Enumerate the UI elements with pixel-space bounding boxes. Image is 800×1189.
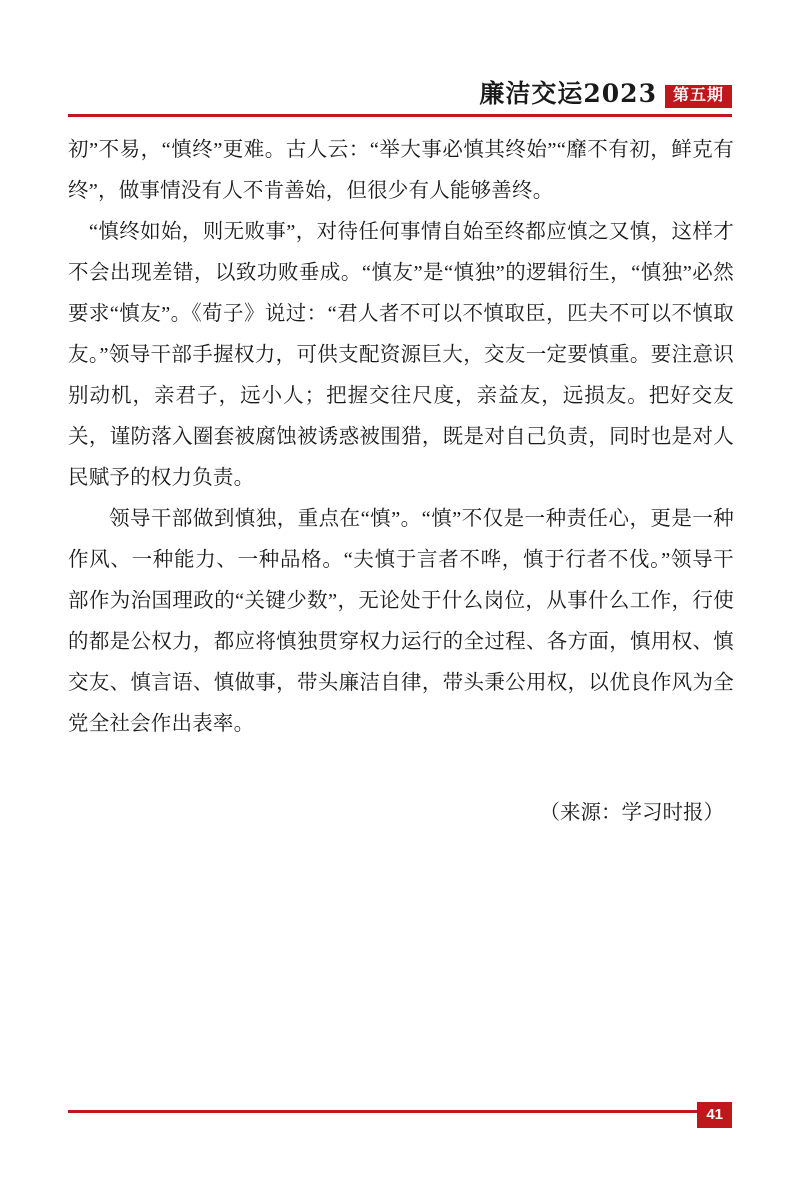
footer-divider: [68, 1110, 732, 1113]
page-number-badge: 41: [697, 1102, 732, 1128]
page-footer: [68, 1102, 732, 1130]
article-body: [68, 130, 734, 855]
issue-badge: 第五期: [665, 85, 732, 108]
paragraph-1: 初”不易，“慎终”更难。古人云：“举大事必慎其终始”“靡不有初，鲜克有终”，做事情没有人不肯善始，但很少有人能够善终。: [68, 139, 734, 202]
publication-title: 廉洁交运2023: [479, 79, 657, 108]
header-title-group: [68, 68, 732, 108]
paragraph-3: 领导干部做到慎独，重点在“慎”。“慎”不仅是一种责任心，更是一种作风、一种能力、一种品格。“夫慎于言者不哗，慎于行者不伐。”领导干部作为治国理政的“关键少数”，无论处于什么岗位，从事什么工作，行使的都是公权力，都应将慎独贯穿权力运行的全过程、各方面，慎用权、慎交友、慎言语、慎做事，带头廉洁自律，带头秉公用权，以优良作风为全党全社会作出表率。: [68, 508, 734, 735]
paragraph-2: “慎终如始，则无败事”，对待任何事情自始至终都应慎之又慎，这样才不会出现差错，以致功败垂成。“慎友”是“慎独”的逻辑衍生，“慎独”必然要求“慎友”。《荀子》说过：“君人者不可以不慎取臣，匹夫不可以不慎取友。”领导干部手握权力，可供支配资源巨大，交友一定要慎重。要注意识别动机，亲君子，远小人；把握交往尺度，亲益友，远损友。把好交友关，谨防落入圈套被腐蚀被诱惑被围猎，既是对自己负责，同时也是对人民赋予的权力负责。: [68, 221, 734, 489]
header-divider: [68, 114, 732, 117]
article-source: （来源：学习时报）: [539, 802, 724, 824]
page-header: [68, 68, 732, 116]
